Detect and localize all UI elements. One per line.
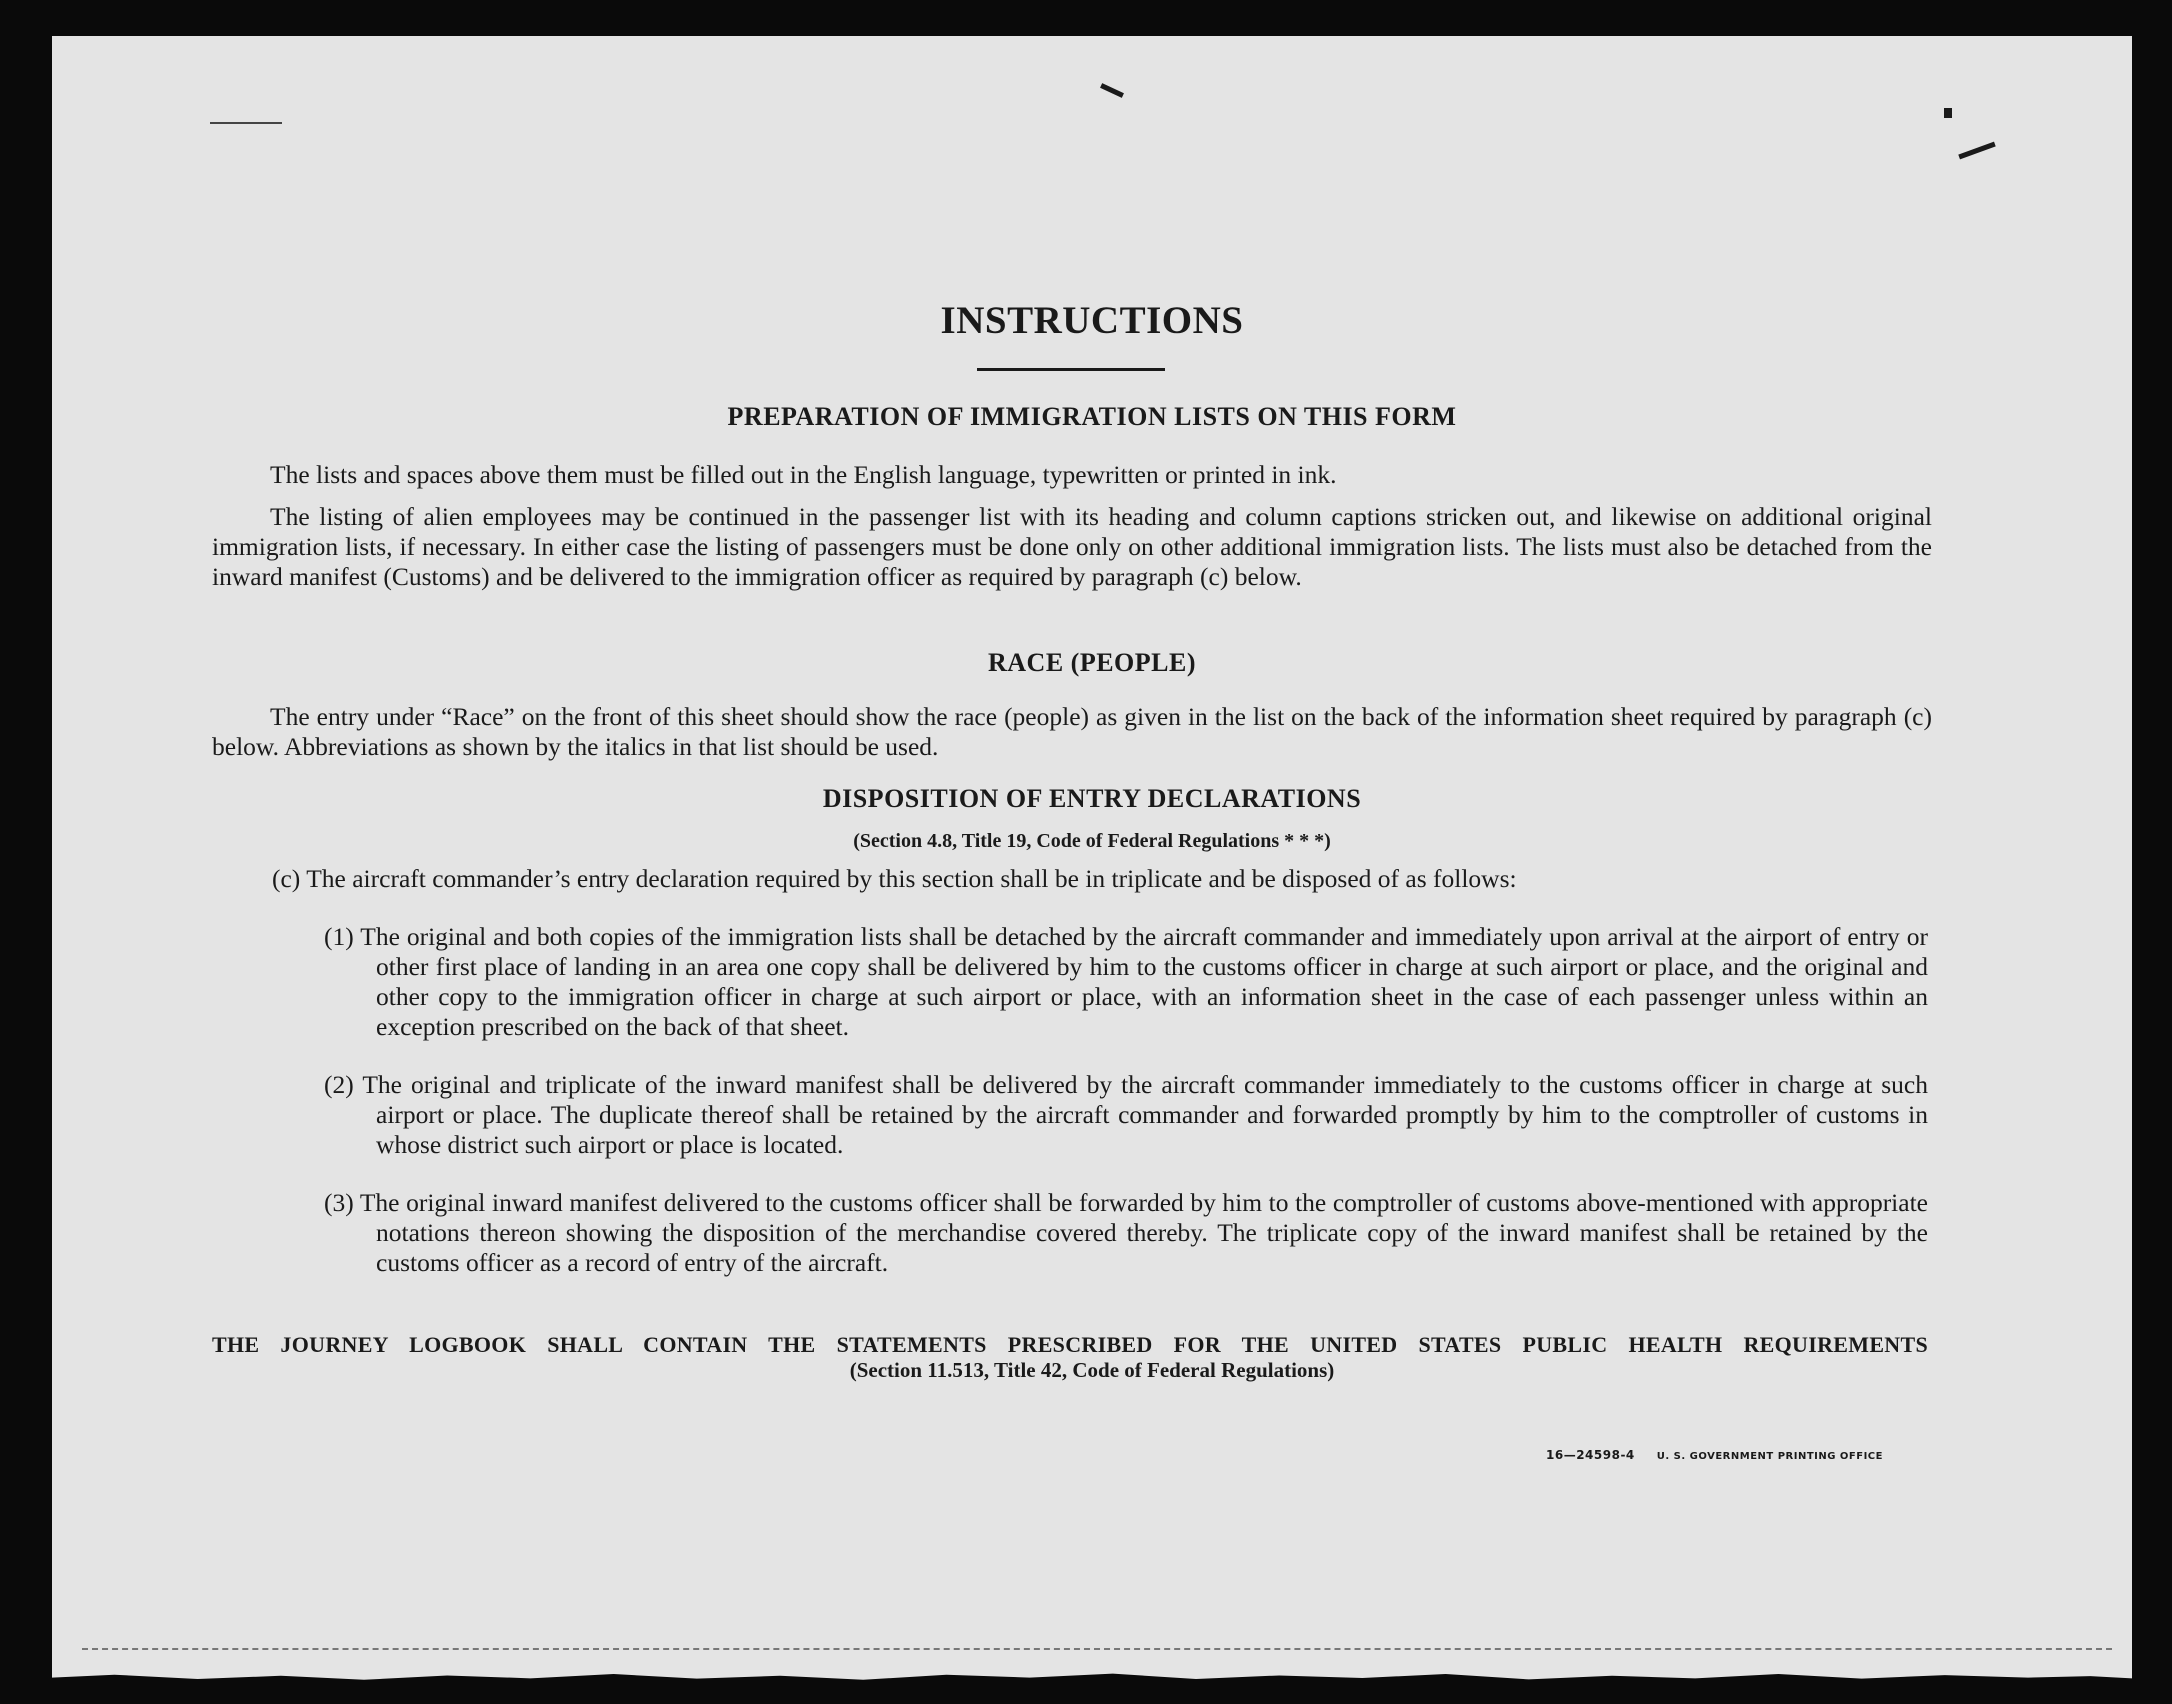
disposition-intro: (c) The aircraft commander’s entry declaration required by this section shall be in triplicate and be disposed of as follows:	[272, 864, 1517, 893]
disposition-item-1: (1) The original and both copies of the immigration lists shall be detached by the aircraft commander and immediately upon arrival at the airport of entry or other first place of landing in an area one copy shall be delivered by him to the customs officer in charge at such airport or place, and the original and other copy to the immigration officer in charge at such airport or place, with an information sheet in the case of each passenger unless within an exception prescribed on the back of that sheet.	[324, 922, 1928, 1041]
preparation-paragraph-1: The lists and spaces above them must be filled out in the English language, typewritten or printed in ink.	[270, 460, 1337, 489]
disposition-heading: DISPOSITION OF ENTRY DECLARATIONS	[822, 784, 1362, 813]
scan-mark-top-center	[1100, 83, 1124, 98]
scan-mark-top-left	[210, 122, 282, 124]
preparation-heading: PREPARATION OF IMMIGRATION LISTS ON THIS FORM	[727, 402, 1457, 431]
race-paragraph: The entry under “Race” on the front of this sheet should show the race (people) as given in the list on the back of the information sheet required by paragraph (c) below. Abbreviations as shown by the italics in that list should be used.	[212, 702, 1932, 761]
torn-edge	[52, 1656, 2132, 1692]
title-underline	[977, 368, 1165, 371]
document-page	[52, 36, 2132, 1686]
scan-mark-top-right	[1958, 142, 1995, 160]
disposition-item-2: (2) The original and triplicate of the inward manifest shall be delivered by the aircraft commander immediately to the customs officer in charge at such airport or place. The duplicate thereof shall be retained by the aircraft commander and forwarded promptly by him to the comptroller of customs in whose district such airport or place is located.	[324, 1070, 1928, 1159]
scan-mark-top-right-dot	[1944, 108, 1952, 118]
footer-citation: (Section 11.513, Title 42, Code of Federal Regulations)	[849, 1358, 1335, 1382]
race-heading: RACE (PEOPLE)	[988, 648, 1196, 677]
printer-name: U. S. GOVERNMENT PRINTING OFFICE	[1656, 1451, 1883, 1462]
disposition-item-3: (3) The original inward manifest delivered to the customs officer shall be forwarded by him to the comptroller of customs above-mentioned with appropriate notations thereon showing the disposition of the merchandise covered thereby. The triplicate copy of the inward manifest shall be retained by the customs officer as a record of entry of the aircraft.	[324, 1188, 1928, 1277]
print-code	[1546, 1448, 1883, 1462]
perforation-line	[82, 1648, 2112, 1650]
preparation-paragraph-2: The listing of alien employees may be continued in the passenger list with its heading and column captions stricken out, and likewise on additional original immigration lists, if necessary. In either case the listing of passengers must be done only on other additional immigration lists. The lists must also be detached from the inward manifest (Customs) and be delivered to the immigration officer as required by paragraph (c) below.	[212, 502, 1932, 591]
page-title: INSTRUCTIONS	[940, 299, 1244, 342]
form-number: 16—24598-4	[1546, 1448, 1635, 1462]
footer-requirement: THE JOURNEY LOGBOOK SHALL CONTAIN THE STATEMENTS PRESCRIBED FOR THE UNITED STATES PUBLIC HEALTH REQUIREMENTS	[212, 1332, 1928, 1357]
disposition-subheading: (Section 4.8, Title 19, Code of Federal Regulations * * *)	[853, 830, 1331, 852]
